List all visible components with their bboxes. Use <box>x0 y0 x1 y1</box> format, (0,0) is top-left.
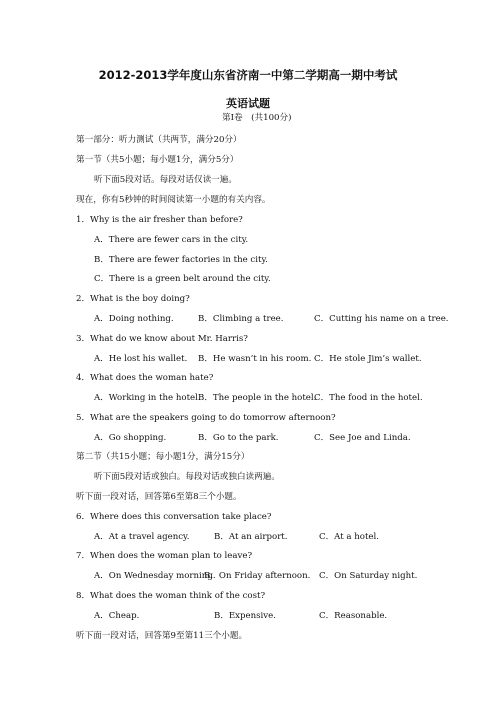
q4-option-c: C．The food in the hotel. <box>314 393 423 403</box>
question-6: 6．Where does this conversation take place? <box>76 512 272 522</box>
q8-option-c: C．Reasonable. <box>319 611 388 621</box>
dialog-6-intro: 听下面一段对话，回答第6至第8三个小题。 <box>76 492 242 502</box>
question-3: 3．What do we know about Mr. Harris? <box>76 334 248 344</box>
q6-option-a: A．At a travel agency. <box>94 532 190 542</box>
q3-option-c: C．He stole Jim’s wallet. <box>314 354 422 364</box>
q3-option-a: A．He lost his wallet. <box>94 354 188 364</box>
part1-heading: 第一部分：听力测试（共两节，满分20分） <box>76 135 242 145</box>
volume-heading: 第I卷 (共100分) <box>222 113 292 123</box>
q3-option-b: B．He wasn’t in his room. <box>198 354 312 364</box>
q6-option-c: C．At a hotel. <box>319 532 379 542</box>
q1-option-a: A．There are fewer cars in the city. <box>94 235 249 245</box>
q7-option-c: C．On Saturday night. <box>319 571 418 581</box>
question-5: 5．What are the speakers going to do tomorrow afternoon? <box>76 413 336 423</box>
q8-option-a: A．Cheap. <box>94 611 140 621</box>
q6-option-b: B．At an airport. <box>214 532 288 542</box>
section1-instruction: 听下面5段对话。每段对话仅读一遍。 <box>94 175 237 185</box>
q5-option-b: B．Go to the park. <box>198 433 279 443</box>
q5-option-c: C．See Joe and Linda. <box>314 433 411 443</box>
q2-option-a: A．Doing nothing. <box>94 314 174 324</box>
section1-heading: 第一节（共5小题；每小题1分，满分5分） <box>76 155 239 165</box>
q8-option-b: B．Expensive. <box>214 611 276 621</box>
question-7: 7．When does the woman plan to leave? <box>76 551 253 561</box>
q1-option-b: B．There are fewer factories in the city. <box>94 255 268 265</box>
dialog-9-intro: 听下面一段对话，回答第9至第11三个小题。 <box>76 631 248 641</box>
section2-heading: 第二节（共15小题；每小题1分，满分15分） <box>76 452 250 462</box>
q5-option-a: A．Go shopping. <box>94 433 167 443</box>
q4-option-a: A．Working in the hotel. <box>94 393 201 403</box>
exam-subtitle: 英语试题 <box>226 97 270 110</box>
q1-option-c: C．There is a green belt around the city. <box>94 274 271 284</box>
q2-option-b: B．Climbing a tree. <box>198 314 284 324</box>
q4-option-b: B．The people in the hotel. <box>198 393 317 403</box>
question-4: 4．What does the woman hate? <box>76 373 214 383</box>
q2-option-c: C．Cutting his name on a tree. <box>314 314 449 324</box>
section1-instruction-2: 现在，你有5秒钟的时间阅读第一小题的有关内容。 <box>76 195 271 205</box>
question-2: 2．What is the boy doing? <box>76 294 190 304</box>
section2-instruction: 听下面5段对话或独白。每段对话或独白读两遍。 <box>94 472 280 482</box>
question-8: 8．What does the woman think of the cost? <box>76 591 266 601</box>
q7-option-a: A．On Wednesday morning. <box>94 571 216 581</box>
question-1: 1．Why is the air fresher than before? <box>76 215 243 225</box>
exam-title: 2012-2013学年度山东省济南一中第二学期高一期中考试 <box>98 68 398 82</box>
q7-option-b: B．On Friday afternoon. <box>204 571 311 581</box>
